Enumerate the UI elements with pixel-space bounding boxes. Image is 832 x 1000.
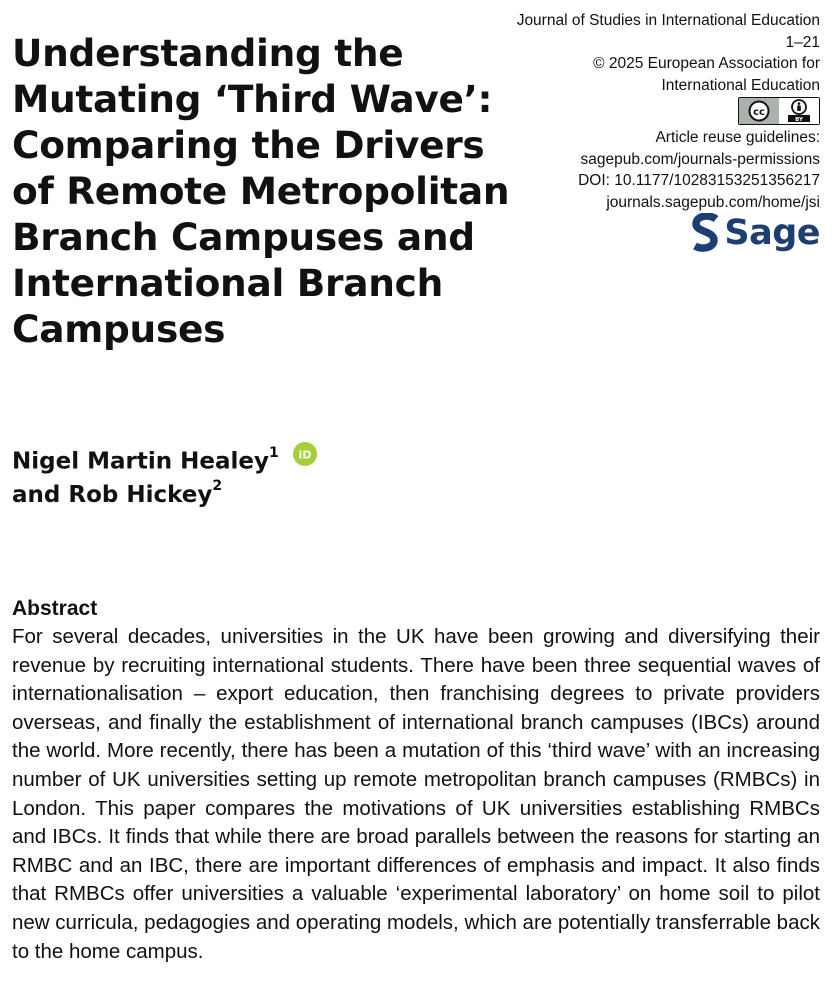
author-name: Nigel Martin Healey [12,448,269,475]
journal-url-link[interactable]: journals.sagepub.com/home/jsi [606,193,820,211]
cc-by-license-badge[interactable] [738,97,820,125]
author-2 [12,479,317,512]
sage-logo[interactable] [692,213,820,253]
reuse-label: Article reuse guidelines: [655,129,820,146]
article-title: Understanding the Mutating ‘Third Wave’: Comparing the Drivers of Remote Metropolitan Branch Campuses and International Branch Campuses [12,31,510,351]
by-attribution-icon [779,98,819,124]
author-list [12,445,317,512]
abstract-text: For several decades, universities in the UK have been growing and diversifying their revenue by recruiting international students. There have been three sequential waves of internationalisation – export education, then franchising degrees to private providers overseas, and finally the establishment of international branch campuses (IBCs) around the world. More recently, there has been a mutation of this ‘third wave’ with an increasing number of UK universities setting up remote metropolitan branch campuses (RMBCs) in London. This paper compares the motivations of UK universities establishing RMBCs and IBCs. It finds that while there are broad parallels between the reasons for starting an RMBC and an IBC, there are important differences of emphasis and impact. It also finds that RMBCs offer universities a valuable ‘experimental laboratory’ on home soil to pilot new curricula, pedagogies and operating models, which are potentially transferrable back to the home campus. [12,625,820,963]
reuse-link[interactable]: sagepub.com/journals-permissions [580,150,820,168]
abstract-heading: Abstract [12,597,98,620]
author-name: Rob Hickey [68,482,213,508]
copyright-line: © 2025 European Association for [593,55,820,72]
affiliation-marker: 1 [268,444,279,461]
svg-text:BY: BY [795,117,803,123]
sage-s-icon [692,213,720,253]
svg-text:cc: cc [753,107,765,118]
author-1 [12,445,317,479]
svg-text:iD: iD [298,448,312,462]
page-range: 1–21 [785,33,820,51]
author-conjunction: and [12,482,61,508]
doi-link[interactable]: DOI: 10.1177/10283153251356217 [578,172,820,189]
journal-name: Journal of Studies in International Education [516,12,820,29]
publisher-name: Sage [724,213,820,253]
orcid-icon[interactable] [293,442,317,476]
affiliation-marker: 2 [212,478,223,495]
abstract-section [12,595,820,966]
journal-info [500,10,820,213]
cc-icon [739,98,779,124]
copyright-org: International Education [661,76,820,94]
